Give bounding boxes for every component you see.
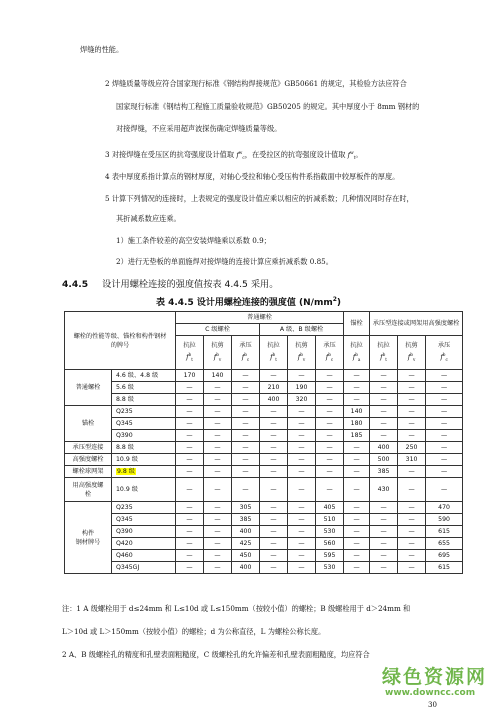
value-cell: — bbox=[204, 454, 232, 466]
value-cell: 320 bbox=[288, 394, 316, 406]
value-cell: 615 bbox=[426, 562, 463, 574]
value-cell: 560 bbox=[316, 538, 344, 550]
note-1-line-2: L＞10d 或 L＞150mm（按较小值）的螺栓；d 为公称直径，L 为螺栓公称长度。 bbox=[62, 627, 326, 636]
table-row bbox=[65, 466, 463, 478]
value-cell: — bbox=[260, 430, 288, 442]
value-cell: — bbox=[176, 502, 204, 514]
value-cell: — bbox=[232, 418, 260, 430]
value-cell: — bbox=[370, 562, 398, 574]
table-row bbox=[65, 514, 463, 526]
value-cell: — bbox=[344, 454, 370, 466]
value-cell: — bbox=[426, 418, 463, 430]
value-cell: 430 bbox=[370, 478, 398, 502]
table-row bbox=[65, 550, 463, 562]
value-cell: 385 bbox=[370, 466, 398, 478]
value-cell: — bbox=[288, 538, 316, 550]
header-c-shear: 抗剪 $f^b_v$ bbox=[204, 336, 232, 370]
header-pressure-type-bolts: 承压型连接或网架用高强度螺栓 bbox=[370, 312, 463, 336]
table-row bbox=[65, 526, 463, 538]
value-cell: — bbox=[316, 430, 344, 442]
group-grid-bolts-line-2: 用高强度螺 栓 bbox=[65, 478, 112, 502]
paragraph-item-2-line-1: 2 焊缝质量等级应符合国家现行标准《钢结构焊接规范》GB50661 的规定，其检验方法应符合 bbox=[105, 79, 407, 88]
value-cell: — bbox=[204, 394, 232, 406]
bolt-strength-table bbox=[64, 311, 463, 574]
value-cell: — bbox=[344, 382, 370, 394]
watermark-url: www.downcc.com bbox=[385, 688, 476, 698]
value-cell: — bbox=[344, 502, 370, 514]
header-anchor-bolts: 锚栓 bbox=[344, 312, 370, 336]
value-cell: 140 bbox=[344, 406, 370, 418]
grade-cell: Q390 bbox=[112, 526, 176, 538]
value-cell: — bbox=[204, 382, 232, 394]
value-cell: — bbox=[370, 382, 398, 394]
value-cell: — bbox=[176, 406, 204, 418]
value-cell: — bbox=[316, 394, 344, 406]
value-cell: — bbox=[260, 502, 288, 514]
value-cell: 590 bbox=[426, 514, 463, 526]
item-3-text-middle: ，在受拉区的抗弯强度设计值取 bbox=[244, 150, 348, 160]
table-row bbox=[65, 418, 463, 430]
value-cell: — bbox=[176, 562, 204, 574]
table-row bbox=[65, 562, 463, 574]
value-cell: — bbox=[176, 382, 204, 394]
group-member-steel: 构件 钢材牌号 bbox=[65, 502, 112, 574]
value-cell: — bbox=[204, 526, 232, 538]
value-cell: — bbox=[344, 478, 370, 502]
value-cell: — bbox=[426, 478, 463, 502]
value-cell: — bbox=[398, 562, 426, 574]
value-cell: — bbox=[370, 538, 398, 550]
value-cell: — bbox=[316, 478, 344, 502]
value-cell: — bbox=[370, 406, 398, 418]
value-cell: — bbox=[260, 454, 288, 466]
value-cell: — bbox=[344, 538, 370, 550]
value-cell: — bbox=[232, 454, 260, 466]
value-cell: — bbox=[204, 502, 232, 514]
group-anchor-bolts: 锚栓 bbox=[65, 406, 112, 442]
value-cell: — bbox=[316, 382, 344, 394]
value-cell: — bbox=[316, 466, 344, 478]
grade-cell: Q345 bbox=[112, 418, 176, 430]
value-cell: — bbox=[398, 382, 426, 394]
paragraph-reduction-1: 1）施工条件较差的高空安装焊缝乘以系数 0.9； bbox=[116, 236, 271, 245]
value-cell: — bbox=[232, 382, 260, 394]
paragraph-item-5-line-2: 其折减系数应连乘。 bbox=[116, 214, 181, 223]
section-number: 4.4.5 bbox=[62, 279, 89, 290]
value-cell: — bbox=[426, 370, 463, 382]
value-cell: — bbox=[370, 430, 398, 442]
value-cell: — bbox=[176, 478, 204, 502]
value-cell: — bbox=[204, 514, 232, 526]
table-row bbox=[65, 454, 463, 466]
value-cell: 250 bbox=[398, 442, 426, 454]
compression-strength-symbol: $f^w_c$ bbox=[236, 150, 245, 161]
value-cell: — bbox=[204, 406, 232, 418]
value-cell: — bbox=[344, 550, 370, 562]
value-cell: — bbox=[426, 442, 463, 454]
value-cell: 530 bbox=[316, 562, 344, 574]
value-cell: — bbox=[176, 526, 204, 538]
value-cell: 400 bbox=[260, 394, 288, 406]
value-cell: 180 bbox=[344, 418, 370, 430]
value-cell: 305 bbox=[232, 502, 260, 514]
value-cell: — bbox=[398, 394, 426, 406]
value-cell: — bbox=[204, 466, 232, 478]
value-cell: — bbox=[426, 382, 463, 394]
note-1-line-1: 注：1 A 级螺栓用于 d≤24mm 和 L≤10d 或 L≤150mm（按较小值）的螺栓；B 级螺栓用于 d＞24mm 和 bbox=[62, 604, 411, 613]
value-cell: — bbox=[370, 502, 398, 514]
value-cell: — bbox=[426, 430, 463, 442]
grade-cell: Q235 bbox=[112, 502, 176, 514]
value-cell: — bbox=[398, 526, 426, 538]
value-cell: 310 bbox=[398, 454, 426, 466]
value-cell: 510 bbox=[316, 514, 344, 526]
value-cell: — bbox=[288, 466, 316, 478]
value-cell: 400 bbox=[232, 526, 260, 538]
table-row bbox=[65, 478, 463, 502]
value-cell: 140 bbox=[204, 370, 232, 382]
group-pressure-type-line-2: 高强度螺栓 bbox=[65, 454, 112, 466]
value-cell: — bbox=[316, 370, 344, 382]
section-text: 设计用螺栓连接的强度值按表 4.4.5 采用。 bbox=[102, 279, 279, 290]
value-cell: 470 bbox=[426, 502, 463, 514]
header-c-tension: 抗拉 $f^b_t$ bbox=[176, 336, 204, 370]
value-cell: — bbox=[232, 430, 260, 442]
header-pt-shear: 抗剪 $f^b_v$ bbox=[398, 336, 426, 370]
value-cell: — bbox=[288, 526, 316, 538]
grade-cell: 10.9 级 bbox=[112, 454, 176, 466]
value-cell: — bbox=[260, 406, 288, 418]
table-row bbox=[65, 502, 463, 514]
value-cell: — bbox=[288, 430, 316, 442]
value-cell: — bbox=[370, 370, 398, 382]
value-cell: 190 bbox=[288, 382, 316, 394]
table-row bbox=[65, 430, 463, 442]
grade-cell: Q460 bbox=[112, 550, 176, 562]
value-cell: 400 bbox=[370, 442, 398, 454]
value-cell: — bbox=[204, 538, 232, 550]
value-cell: — bbox=[260, 418, 288, 430]
value-cell: — bbox=[344, 562, 370, 574]
value-cell: — bbox=[288, 562, 316, 574]
value-cell: — bbox=[426, 406, 463, 418]
header-anchor-tension: 抗拉 $f^b_a$ bbox=[344, 336, 370, 370]
header-pt-bearing: 承压 $f^b_c$ bbox=[426, 336, 463, 370]
value-cell: — bbox=[176, 466, 204, 478]
group-ordinary-bolts: 普通螺栓 bbox=[65, 370, 112, 406]
value-cell: — bbox=[260, 562, 288, 574]
value-cell: — bbox=[232, 370, 260, 382]
header-class-ab: A 级、B 级螺栓 bbox=[260, 324, 344, 336]
table-row bbox=[65, 394, 463, 406]
value-cell: — bbox=[398, 466, 426, 478]
item-3-text-start: 3 对接焊缝在受压区的抗弯强度设计值取 bbox=[105, 150, 237, 160]
value-cell: — bbox=[176, 442, 204, 454]
value-cell: — bbox=[232, 466, 260, 478]
value-cell: — bbox=[232, 406, 260, 418]
grade-cell: Q235 bbox=[112, 406, 176, 418]
value-cell: — bbox=[398, 514, 426, 526]
value-cell: — bbox=[370, 394, 398, 406]
value-cell: — bbox=[370, 526, 398, 538]
value-cell: — bbox=[344, 442, 370, 454]
value-cell: — bbox=[398, 478, 426, 502]
grade-cell: 4.6 级、4.8 级 bbox=[112, 370, 176, 382]
value-cell: 210 bbox=[260, 382, 288, 394]
item-3-text-end: 。 bbox=[355, 150, 363, 160]
header-ordinary-bolts: 普通螺栓 bbox=[176, 312, 344, 324]
value-cell: — bbox=[260, 478, 288, 502]
value-cell: — bbox=[398, 502, 426, 514]
header-ab-shear: 抗剪 $f^b_v$ bbox=[288, 336, 316, 370]
value-cell: — bbox=[398, 430, 426, 442]
page-number: 30 bbox=[428, 701, 437, 709]
value-cell: — bbox=[176, 418, 204, 430]
grade-cell: 8.8 级 bbox=[112, 442, 176, 454]
grade-cell: 8.8 级 bbox=[112, 394, 176, 406]
value-cell: 615 bbox=[426, 526, 463, 538]
value-cell: — bbox=[204, 550, 232, 562]
value-cell: — bbox=[204, 430, 232, 442]
value-cell: — bbox=[288, 478, 316, 502]
value-cell: — bbox=[232, 442, 260, 454]
grade-cell bbox=[112, 466, 176, 478]
value-cell: — bbox=[288, 442, 316, 454]
value-cell: — bbox=[260, 526, 288, 538]
value-cell: — bbox=[288, 454, 316, 466]
value-cell: — bbox=[260, 466, 288, 478]
value-cell: — bbox=[344, 514, 370, 526]
value-cell: 185 bbox=[344, 430, 370, 442]
section-heading bbox=[62, 276, 278, 290]
value-cell: 500 bbox=[370, 454, 398, 466]
value-cell: 405 bbox=[316, 502, 344, 514]
value-cell: — bbox=[344, 526, 370, 538]
value-cell: — bbox=[288, 370, 316, 382]
grade-cell: Q345GJ bbox=[112, 562, 176, 574]
value-cell: — bbox=[344, 466, 370, 478]
value-cell: — bbox=[370, 418, 398, 430]
value-cell: — bbox=[204, 418, 232, 430]
value-cell: — bbox=[288, 514, 316, 526]
value-cell: — bbox=[232, 394, 260, 406]
value-cell: — bbox=[260, 442, 288, 454]
value-cell: — bbox=[398, 406, 426, 418]
value-cell: — bbox=[316, 454, 344, 466]
value-cell: — bbox=[344, 394, 370, 406]
header-ab-tension: 抗拉 $f^b_t$ bbox=[260, 336, 288, 370]
paragraph-item-5-line-1: 5 计算下列情况的连接时，上表规定的强度设计值应乘以相应的折减系数；几种情况同时存在时， bbox=[105, 194, 414, 203]
value-cell: — bbox=[176, 514, 204, 526]
value-cell: — bbox=[370, 550, 398, 562]
table-row bbox=[65, 382, 463, 394]
value-cell: — bbox=[316, 406, 344, 418]
value-cell: — bbox=[288, 502, 316, 514]
value-cell: — bbox=[204, 478, 232, 502]
value-cell: — bbox=[176, 394, 204, 406]
table-row bbox=[65, 370, 463, 382]
header-row-label: 螺栓的性能等级、锚栓和构件钢材的牌号 bbox=[65, 312, 176, 370]
group-grid-bolts-line-1: 螺栓球网架 bbox=[65, 466, 112, 478]
value-cell: — bbox=[232, 478, 260, 502]
value-cell: 425 bbox=[232, 538, 260, 550]
value-cell: — bbox=[426, 466, 463, 478]
group-pressure-type-line-1: 承压型连接 bbox=[65, 442, 112, 454]
value-cell: 170 bbox=[176, 370, 204, 382]
value-cell: — bbox=[426, 394, 463, 406]
value-cell: — bbox=[176, 550, 204, 562]
value-cell: — bbox=[260, 514, 288, 526]
grade-cell: Q390 bbox=[112, 430, 176, 442]
value-cell: — bbox=[260, 550, 288, 562]
value-cell: 385 bbox=[232, 514, 260, 526]
value-cell: — bbox=[398, 538, 426, 550]
value-cell: — bbox=[288, 550, 316, 562]
grade-cell: Q420 bbox=[112, 538, 176, 550]
grade-cell: Q345 bbox=[112, 514, 176, 526]
value-cell: — bbox=[176, 430, 204, 442]
watermark-logo: 绿色资源网 bbox=[382, 666, 488, 688]
value-cell: 655 bbox=[426, 538, 463, 550]
highlighted-grade: 9.8 级 bbox=[117, 467, 135, 475]
value-cell: — bbox=[370, 514, 398, 526]
value-cell: — bbox=[398, 370, 426, 382]
value-cell: — bbox=[398, 550, 426, 562]
table-row bbox=[65, 442, 463, 454]
value-cell: — bbox=[176, 538, 204, 550]
value-cell: — bbox=[176, 454, 204, 466]
table-title: 表 4.4.5 设计用螺栓连接的强度值 $(N/mm^2)$ bbox=[155, 296, 342, 308]
paragraph-item-3 bbox=[105, 148, 363, 163]
grade-cell: 5.6 级 bbox=[112, 382, 176, 394]
value-cell: — bbox=[316, 442, 344, 454]
value-cell: 400 bbox=[232, 562, 260, 574]
value-cell: — bbox=[288, 418, 316, 430]
value-cell: — bbox=[204, 442, 232, 454]
value-cell: — bbox=[260, 370, 288, 382]
table-row bbox=[65, 406, 463, 418]
value-cell: — bbox=[260, 538, 288, 550]
paragraph-reduction-2: 2）进行无垫板的单面施焊对接焊缝的连接计算应乘折减系数 0.85。 bbox=[116, 257, 333, 266]
value-cell: 595 bbox=[316, 550, 344, 562]
value-cell: — bbox=[426, 454, 463, 466]
value-cell: — bbox=[204, 562, 232, 574]
tension-strength-symbol: $f^w_t$ bbox=[347, 150, 356, 161]
header-ab-bearing: 承压 $f^b_c$ bbox=[316, 336, 344, 370]
paragraph-item-2-line-2: 国家现行标准《钢结构工程施工质量验收规范》GB50205 的规定。其中厚度小于 8mm 钢材的 bbox=[116, 102, 420, 111]
value-cell: — bbox=[316, 418, 344, 430]
value-cell: 450 bbox=[232, 550, 260, 562]
value-cell: — bbox=[344, 370, 370, 382]
header-class-c: C 级螺栓 bbox=[176, 324, 260, 336]
paragraph-weld-performance: 焊缝的性能。 bbox=[80, 45, 124, 54]
paragraph-item-2-line-3: 对接焊缝，不应采用超声波探伤确定焊缝质量等级。 bbox=[116, 124, 282, 133]
table-row bbox=[65, 538, 463, 550]
value-cell: — bbox=[398, 418, 426, 430]
header-c-bearing: 承压 $f^b_c$ bbox=[232, 336, 260, 370]
value-cell: — bbox=[288, 406, 316, 418]
value-cell: 530 bbox=[316, 526, 344, 538]
note-2: 2 A、B 级螺栓孔的精度和孔壁表面粗糙度，C 级螺栓孔的允许偏差和孔壁表面粗糙度，均应符合 bbox=[62, 650, 370, 659]
header-pt-tension: 抗拉 $f^b_t$ bbox=[370, 336, 398, 370]
paragraph-item-4: 4 表中厚度系指计算点的钢材厚度，对轴心受拉和轴心受压构件系指截面中较厚板件的厚度。 bbox=[105, 172, 400, 181]
value-cell: 695 bbox=[426, 550, 463, 562]
grade-cell: 10.9 级 bbox=[112, 478, 176, 502]
